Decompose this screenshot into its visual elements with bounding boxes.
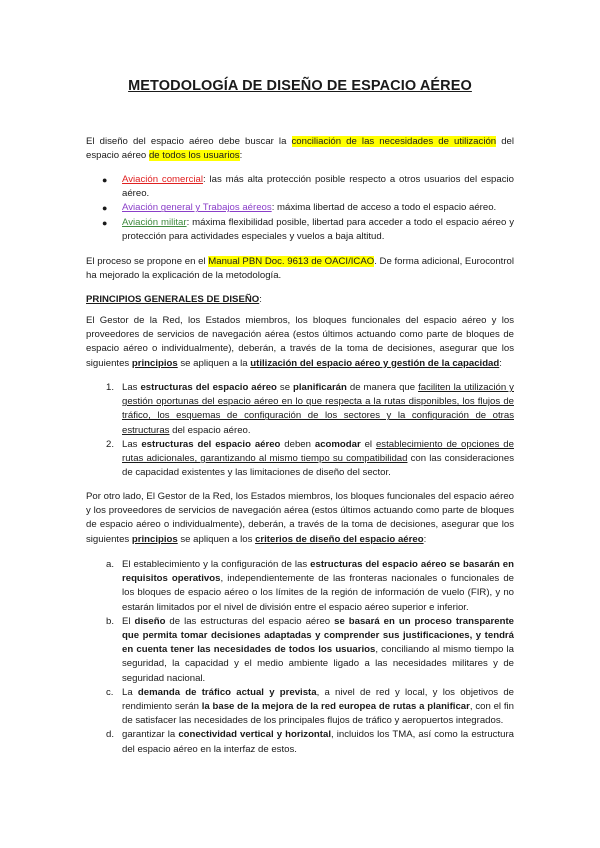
- p2-text: Por otro lado, El Gestor de la Red, los Estados miembros, los bloques funcionales del espacio aéreo y los proveedores de servicios de navegación aérea (estos últimos actuando como parte de bloques de espacio aéreo o individualmente), deberán, a través de la toma de decisiones, asegurar que los siguientes: [86, 491, 514, 545]
- principios-heading-text: PRINCIPIOS GENERALES DE DISEÑO: [86, 294, 260, 305]
- item-text: deben: [280, 438, 315, 450]
- list-marker: a.: [106, 559, 115, 570]
- item-text: El establecimiento y la configuración de las: [122, 559, 311, 570]
- bullet-item-commercial: [86, 173, 514, 201]
- proceso-paragraph: [86, 255, 514, 283]
- item-bold: se basará en un proceso transparente que permita tomar decisiones adaptadas y comprender sus justificaciones, y tendrá en cuenta tener las necesidades de todos los usuarios: [122, 615, 514, 656]
- list-marker: c.: [106, 686, 114, 698]
- lettered-item-b: [86, 615, 514, 686]
- bullet-marker-icon: ●: [102, 217, 108, 228]
- p2-bold-criterios: criterios de diseño del espacio aéreo: [255, 533, 424, 545]
- item-text: Las: [122, 382, 141, 393]
- item-underlined: faciliten la utilización y gestión oportunas del espacio aéreo en lo que respecta a la rutas disponibles, los flujos de tráfico, los esquemas de configuración de los sectores y la configuración de otras estructuras: [122, 382, 514, 436]
- intro-text: El diseño del espacio aéreo debe buscar la: [86, 136, 292, 147]
- item-bold: conectividad vertical y horizontal: [178, 729, 331, 741]
- proceso-text-2: . De forma adicional, Eurocontrol ha mejorado la explicación de la metodología.: [86, 256, 514, 282]
- item-text: de las estructuras del espacio aéreo: [165, 615, 335, 627]
- numbered-item-1: [86, 381, 514, 438]
- item-text: Las: [122, 438, 142, 450]
- intro-text-3: :: [239, 150, 243, 162]
- item-text: , conciliando al mismo tiempo la seguridad, la capacidad y el medio ambiente ligado a las necesidades militares y de seguridad nacional.: [122, 644, 514, 684]
- item-text: , independientemente de las fronteras nacionales o funcionales de los bloques de espacio aéreo o los límites de la región de información de vuelo (FIR), y no estarán limitados por el nivel de división entre el espacio aéreo superior e inferior.: [122, 573, 514, 613]
- item-text: garantizar la: [122, 729, 179, 741]
- p1-text-2: se apliquen a la: [177, 357, 251, 369]
- item-text: , con el fin de satisfacer las necesidades de los principales flujos de tráfico y aeropuertos integrados.: [122, 701, 514, 727]
- lettered-item-d: [86, 728, 514, 756]
- intro-paragraph: [86, 135, 514, 163]
- list-marker: b.: [106, 615, 115, 627]
- item-text: , a nivel de red y local, y los objetivos de rendimiento serán: [122, 686, 514, 713]
- bullet-label-military: Aviación militar: [122, 216, 187, 228]
- item-text: el: [360, 438, 376, 450]
- item-underlined: establecimiento de opciones de rutas adicionales, garantizando al mismo tiempo su compatibilidad: [122, 438, 514, 465]
- list-marker: 2.: [106, 438, 115, 450]
- item-bold: estructuras del espacio aéreo: [141, 438, 281, 450]
- principios-heading-colon: :: [259, 294, 262, 305]
- document-title: METODOLOGÍA DE DISEÑO DE ESPACIO AÉREO: [128, 78, 472, 94]
- item-bold: demanda de tráfico actual y prevista: [137, 686, 317, 698]
- list-marker: d.: [106, 729, 115, 741]
- item-bold: diseño: [134, 615, 166, 627]
- lettered-list: [86, 558, 514, 757]
- item-text: del espacio aéreo.: [169, 424, 251, 436]
- bullet-label-commercial: Aviación comercial: [122, 174, 203, 185]
- bullet-marker-icon: ●: [102, 175, 108, 185]
- p2-text-3: :: [423, 533, 427, 545]
- p1-bold-principios: principios: [131, 357, 178, 369]
- bullet-text: : máxima flexibilidad posible, libertad para acceder a todo el espacio aéreo y protección para actividades especiales y vuelos a baja altitud.: [122, 216, 514, 242]
- item-text: de manera que: [346, 382, 419, 393]
- lettered-item-a: [86, 558, 514, 615]
- item-bold: estructuras del espacio aéreo se basarán en requisitos operativos: [122, 559, 514, 585]
- p1-text-3: :: [499, 357, 502, 369]
- intro-text-2: del espacio aéreo: [86, 136, 515, 162]
- bullet-text: : las más alta protección posible respecto a otros usuarios del espacio aéreo.: [122, 174, 514, 200]
- p2-text-2: se apliquen a los: [177, 533, 256, 545]
- list-marker: 1.: [106, 382, 115, 393]
- bullet-label-general: Aviación general y Trabajos aéreos: [122, 202, 272, 214]
- bullet-text: : máxima libertad de acceso a todo el espacio aéreo.: [271, 202, 497, 214]
- user-bullet-list: [86, 173, 514, 244]
- intro-highlight-1: conciliación de las necesidades de utilización: [291, 136, 497, 147]
- proceso-highlight: Manual PBN Doc. 9613 de OACI/ICAO: [208, 256, 375, 267]
- numbered-list: [86, 381, 514, 480]
- numbered-item-2: [86, 438, 514, 481]
- principles-paragraph-1: [86, 314, 514, 371]
- item-text: , incluidos los TMA, así como la estructura del espacio aéreo en la interfaz de estos.: [122, 729, 514, 755]
- item-text: se: [276, 382, 294, 393]
- principios-heading: [86, 293, 514, 307]
- item-bold: acomodar: [314, 438, 361, 450]
- bullet-item-military: [86, 216, 514, 244]
- item-bold: la base de la mejora de la red europea de rutas a planificar: [201, 701, 470, 713]
- bullet-marker-icon: ●: [102, 203, 108, 214]
- p1-bold-utilizacion: utilización del espacio aéreo y gestión de la capacidad: [250, 357, 500, 369]
- item-text: El: [122, 615, 135, 627]
- intro-highlight-2: de todos los usuarios: [148, 150, 240, 162]
- p2-bold-principios: principios: [131, 533, 178, 545]
- item-text: La: [122, 686, 138, 698]
- proceso-text: El proceso se propone en el: [86, 256, 209, 267]
- item-bold: estructuras del espacio aéreo: [140, 382, 277, 393]
- principles-paragraph-2: [86, 490, 514, 547]
- item-text: con las consideraciones de capacidad existentes y las limitaciones de diseño del sector.: [122, 453, 514, 479]
- lettered-item-c: [86, 686, 514, 729]
- bullet-item-general: [86, 201, 514, 215]
- p1-text: El Gestor de la Red, los Estados miembros, los bloques funcionales del espacio aéreo y los proveedores de servicios de navegación aérea (estos últimos actuando como parte de bloques de espacio aéreo o individualmente), deberán, a través de la toma de decisiones, asegurar que los siguientes: [86, 315, 514, 369]
- item-bold: planificarán: [293, 382, 347, 393]
